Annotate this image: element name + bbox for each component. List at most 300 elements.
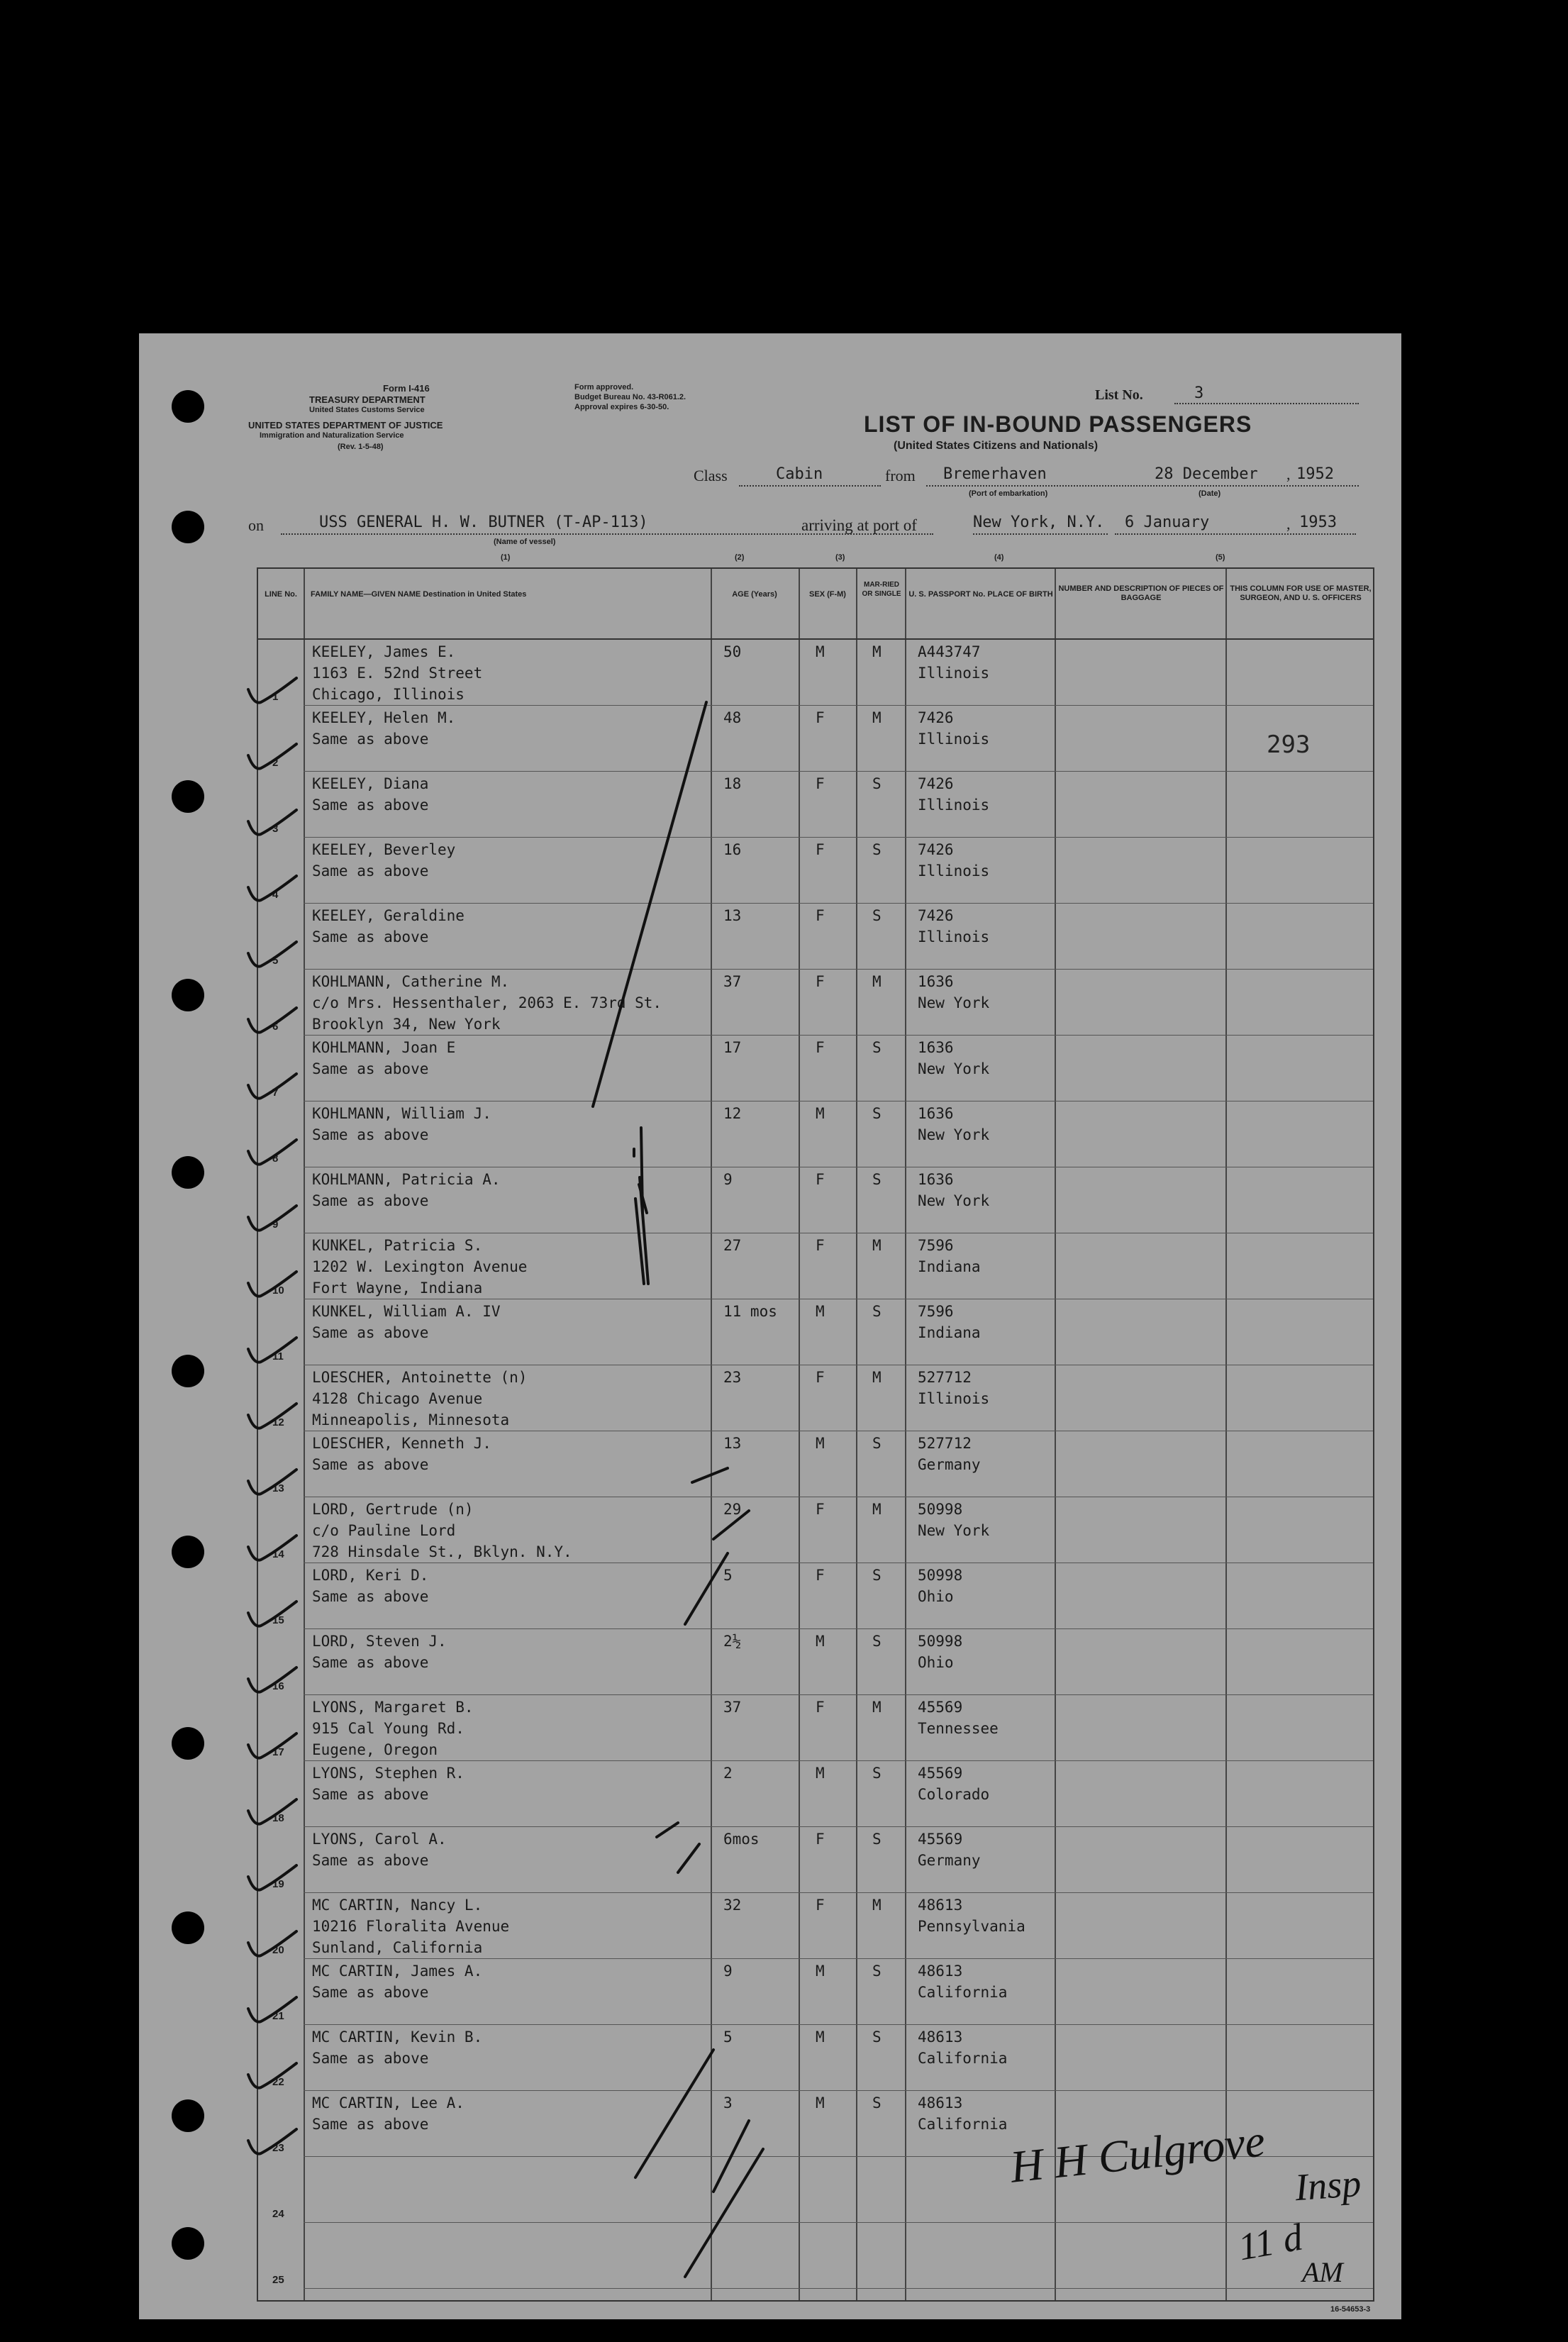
initials-sub: AM: [1302, 2256, 1343, 2288]
passenger-sex: F: [816, 709, 825, 726]
dept-justice: UNITED STATES DEPARTMENT OF JUSTICE: [248, 420, 443, 431]
place-of-birth: Illinois: [918, 797, 990, 814]
passport-number: 48613: [918, 1897, 963, 1914]
from-label: from: [885, 467, 916, 484]
passenger-age: 11 mos: [723, 1303, 777, 1320]
passenger-sex: M: [816, 2094, 825, 2111]
punch-hole: [172, 780, 204, 813]
dept-justice-sub: Immigration and Naturalization Service: [260, 431, 404, 440]
passport-number: 527712: [918, 1435, 972, 1452]
passport-number: 1636: [918, 1105, 954, 1122]
from-underline: [926, 485, 1160, 487]
line-number: 15: [272, 1614, 284, 1626]
passenger-name-line: Same as above: [312, 1126, 429, 1143]
passenger-name-line: KOHLMANN, Joan E: [312, 1039, 456, 1056]
passenger-marital: M: [872, 709, 882, 726]
budget-bureau: Budget Bureau No. 43-R061.2.: [574, 393, 686, 401]
place-of-birth: Illinois: [918, 731, 990, 748]
col-header-line: LINE No.: [265, 590, 297, 599]
table-row: [258, 772, 1373, 838]
passenger-name-line: MC CARTIN, Kevin B.: [312, 2029, 483, 2046]
dept-treasury: TREASURY DEPARTMENT: [309, 394, 426, 405]
embarkation-port: Bremerhaven: [943, 465, 1047, 483]
col-header-name: FAMILY NAME—GIVEN NAME Destination in United States: [311, 590, 527, 599]
passenger-sex: F: [816, 1567, 825, 1584]
passenger-name-line: LYONS, Carol A.: [312, 1831, 447, 1848]
table-row: [258, 1036, 1373, 1101]
passenger-sex: F: [816, 1831, 825, 1848]
passenger-marital: S: [872, 1105, 882, 1122]
class-underline: [739, 485, 881, 487]
table-row: [258, 1233, 1373, 1299]
passport-number: 7426: [918, 709, 954, 726]
check-mark-icon: [244, 1592, 301, 1634]
passenger-marital: M: [872, 1237, 882, 1254]
col-header-sex: SEX (F-M): [809, 590, 846, 599]
line-number: 8: [272, 1153, 279, 1165]
document-subtitle: (United States Citizens and Nationals): [894, 440, 1099, 452]
place-of-birth: California: [918, 2116, 1008, 2133]
passenger-name-line: KOHLMANN, William J.: [312, 1105, 491, 1122]
check-mark-icon: [244, 1394, 301, 1436]
passenger-age: 27: [723, 1237, 742, 1254]
table-row: [258, 706, 1373, 772]
col-header-passport: U. S. PASSPORT No. PLACE OF BIRTH: [908, 590, 1053, 599]
passport-number: 7596: [918, 1237, 954, 1254]
col-header-married: MAR-RIED OR SINGLE: [862, 581, 901, 598]
passenger-sex: M: [816, 1963, 825, 1980]
punch-hole: [172, 979, 204, 1011]
passenger-name-line: Eugene, Oregon: [312, 1741, 438, 1758]
line-number: 1: [272, 691, 279, 703]
manifest-page: [139, 333, 1401, 2319]
passenger-marital: S: [872, 1963, 882, 1980]
list-no-value: 3: [1194, 384, 1204, 402]
place-of-birth: Indiana: [918, 1324, 981, 1341]
date-caption: (Date): [1199, 489, 1221, 498]
table-row: [258, 1761, 1373, 1827]
passport-number: 7426: [918, 775, 954, 792]
passenger-age: 9: [723, 1171, 733, 1188]
passenger-age: 37: [723, 1699, 742, 1716]
line-number: 20: [272, 1944, 284, 1956]
line-number: 6: [272, 1021, 279, 1033]
passenger-marital: S: [872, 841, 882, 858]
place-of-birth: California: [918, 2050, 1008, 2067]
embark-comma: ,: [1286, 465, 1291, 483]
passenger-name-line: Same as above: [312, 2050, 429, 2067]
punch-hole: [172, 1727, 204, 1760]
passport-number: 45569: [918, 1765, 963, 1782]
passenger-sex: F: [816, 841, 825, 858]
passenger-name-line: Sunland, California: [312, 1939, 483, 1956]
passenger-age: 12: [723, 1105, 742, 1122]
passenger-marital: M: [872, 643, 882, 660]
passenger-name-line: LYONS, Stephen R.: [312, 1765, 465, 1782]
place-of-birth: New York: [918, 1192, 990, 1209]
line-number: 3: [272, 823, 279, 835]
punch-hole: [172, 1156, 204, 1189]
passenger-marital: S: [872, 1567, 882, 1584]
passenger-name-line: MC CARTIN, James A.: [312, 1963, 483, 1980]
passenger-age: 18: [723, 775, 742, 792]
place-of-birth: Pennsylvania: [918, 1918, 1025, 1935]
passenger-age: 50: [723, 643, 742, 660]
passenger-name-line: LYONS, Margaret B.: [312, 1699, 474, 1716]
passenger-sex: F: [816, 1897, 825, 1914]
passenger-sex: F: [816, 1171, 825, 1188]
line-number: 7: [272, 1087, 279, 1099]
table-row: [258, 970, 1373, 1036]
passenger-age: 37: [723, 973, 742, 990]
passenger-sex: F: [816, 775, 825, 792]
passenger-name-line: Same as above: [312, 1060, 429, 1077]
list-no-underline: [1174, 403, 1359, 404]
arrival-port-underline: [973, 533, 1108, 535]
arrival-year: 1953: [1299, 514, 1337, 531]
line-number: 19: [272, 1878, 284, 1890]
passenger-name-line: LORD, Gertrude (n): [312, 1501, 474, 1518]
passenger-name-line: Same as above: [312, 2116, 429, 2133]
passenger-age: 3: [723, 2094, 733, 2111]
passenger-sex: M: [816, 1765, 825, 1782]
passenger-sex: M: [816, 643, 825, 660]
passenger-marital: S: [872, 1303, 882, 1320]
passenger-sex: M: [816, 1105, 825, 1122]
passport-number: 45569: [918, 1831, 963, 1848]
passenger-age: 9: [723, 1963, 733, 1980]
passenger-name-line: KOHLMANN, Catherine M.: [312, 973, 510, 990]
list-no-label: List No.: [1095, 387, 1143, 403]
punch-hole: [172, 1355, 204, 1387]
place-of-birth: Illinois: [918, 1390, 990, 1407]
passenger-name-line: MC CARTIN, Lee A.: [312, 2094, 465, 2111]
row-divider: [304, 2288, 1373, 2289]
passenger-rows: [258, 640, 1373, 2300]
passenger-name-line: KEELEY, Helen M.: [312, 709, 456, 726]
table-row: [258, 2223, 1373, 2289]
place-of-birth: Colorado: [918, 1786, 990, 1803]
check-mark-icon: [244, 800, 301, 843]
table-row: [258, 1365, 1373, 1431]
inspector-signature: H H Culgrove: [1008, 2115, 1267, 2192]
signature-tail: Insp: [1294, 2161, 1362, 2209]
check-mark-icon: [244, 668, 301, 711]
passenger-name-line: c/o Mrs. Hessenthaler, 2063 E. 73rd St.: [312, 994, 662, 1011]
document-title: LIST OF IN-BOUND PASSENGERS: [864, 411, 1252, 437]
form-number: Form I-416: [383, 383, 430, 394]
passenger-marital: M: [872, 1501, 882, 1518]
revision: (Rev. 1-5-48): [338, 443, 384, 451]
place-of-birth: Illinois: [918, 928, 990, 945]
check-mark-icon: [244, 1328, 301, 1370]
passenger-name-line: 4128 Chicago Avenue: [312, 1390, 483, 1407]
passenger-name-line: Minneapolis, Minnesota: [312, 1411, 510, 1428]
check-mark-icon: [244, 1262, 301, 1304]
check-mark-icon: [244, 998, 301, 1040]
passport-number: 50998: [918, 1567, 963, 1584]
form-approved: Form approved.: [574, 383, 634, 392]
passenger-name-line: Same as above: [312, 1456, 429, 1473]
passenger-sex: F: [816, 1699, 825, 1716]
arrival-date: 6 January: [1125, 514, 1210, 531]
passenger-age: 48: [723, 709, 742, 726]
passenger-name-line: LORD, Keri D.: [312, 1567, 429, 1584]
passenger-marital: S: [872, 1435, 882, 1452]
passport-number: 45569: [918, 1699, 963, 1716]
table-row: [258, 1299, 1373, 1365]
passenger-name-line: LOESCHER, Antoinette (n): [312, 1369, 528, 1386]
col-header-officers: THIS COLUMN FOR USE OF MASTER, SURGEON, AND U. S. OFFICERS: [1230, 584, 1372, 602]
check-mark-icon: [244, 1460, 301, 1502]
passenger-name-line: Same as above: [312, 797, 429, 814]
table-row: [258, 1959, 1373, 2025]
passenger-age: 29: [723, 1501, 742, 1518]
passenger-age: 5: [723, 2029, 733, 2046]
passenger-age: 13: [723, 1435, 742, 1452]
table-row: [258, 1695, 1373, 1761]
passenger-name-line: 1202 W. Lexington Avenue: [312, 1258, 528, 1275]
passenger-age: 2: [723, 1765, 733, 1782]
check-mark-icon: [244, 1855, 301, 1898]
line-number: 24: [272, 2208, 284, 2220]
table-row: [258, 1563, 1373, 1629]
punch-hole: [172, 390, 204, 423]
punch-hole: [172, 511, 204, 543]
table-row: [258, 838, 1373, 904]
line-number: 10: [272, 1284, 284, 1297]
passenger-name-line: Same as above: [312, 1324, 429, 1341]
passenger-name-line: MC CARTIN, Nancy L.: [312, 1897, 483, 1914]
arrival-comma: ,: [1286, 515, 1291, 533]
passenger-name-line: Same as above: [312, 1192, 429, 1209]
check-mark-icon: [244, 1987, 301, 2030]
check-mark-icon: [244, 2119, 301, 2162]
table-row: [258, 1497, 1373, 1563]
passenger-age: 6mos: [723, 1831, 760, 1848]
table-row: [258, 1629, 1373, 1695]
passenger-age: 23: [723, 1369, 742, 1386]
check-mark-icon: [244, 866, 301, 909]
line-number: 12: [272, 1416, 284, 1428]
vessel-caption: (Name of vessel): [494, 538, 556, 546]
line-number: 22: [272, 2076, 284, 2088]
line-number: 4: [272, 889, 279, 901]
place-of-birth: Germany: [918, 1456, 981, 1473]
passport-number: A443747: [918, 643, 981, 660]
dept-treasury-sub: United States Customs Service: [309, 406, 425, 414]
passenger-sex: M: [816, 1303, 825, 1320]
passenger-sex: F: [816, 1369, 825, 1386]
check-mark-icon: [244, 1921, 301, 1964]
line-number: 23: [272, 2142, 284, 2154]
punch-hole: [172, 1536, 204, 1568]
passenger-name-line: LOESCHER, Kenneth J.: [312, 1435, 491, 1452]
passenger-marital: S: [872, 1831, 882, 1848]
table-row: [258, 2025, 1373, 2091]
punch-hole: [172, 2227, 204, 2260]
passenger-name-line: Same as above: [312, 1654, 429, 1671]
passenger-age: 16: [723, 841, 742, 858]
passport-number: 527712: [918, 1369, 972, 1386]
line-number: 16: [272, 1680, 284, 1692]
passenger-name-line: 915 Cal Young Rd.: [312, 1720, 465, 1737]
arrival-date-underline: [1115, 533, 1356, 535]
passport-number: 7426: [918, 841, 954, 858]
passenger-name-line: 10216 Floralita Avenue: [312, 1918, 510, 1935]
arriving-label: arriving at port of: [801, 516, 917, 534]
passenger-name-line: 1163 E. 52nd Street: [312, 665, 483, 682]
marker-2: (2): [735, 553, 745, 562]
passenger-name-line: 728 Hinsdale St., Bklyn. N.Y.: [312, 1543, 572, 1560]
table-row: [258, 1827, 1373, 1893]
place-of-birth: Illinois: [918, 862, 990, 879]
on-label: on: [248, 516, 264, 534]
table-row: [258, 640, 1373, 706]
marker-5: (5): [1216, 553, 1225, 562]
passenger-name-line: Same as above: [312, 1984, 429, 2001]
passenger-age: 17: [723, 1039, 742, 1056]
passenger-age: 5: [723, 1567, 733, 1584]
passenger-marital: S: [872, 2029, 882, 2046]
passenger-marital: M: [872, 1699, 882, 1716]
line-number: 2: [272, 757, 279, 769]
check-mark-icon: [244, 1789, 301, 1832]
place-of-birth: New York: [918, 994, 990, 1011]
passenger-age: 2½: [723, 1633, 742, 1650]
class-label: Class: [694, 467, 728, 484]
passenger-name-line: KEELEY, Diana: [312, 775, 429, 792]
marker-3: (3): [835, 553, 845, 562]
passenger-sex: F: [816, 1039, 825, 1056]
passenger-name-line: Same as above: [312, 731, 429, 748]
punch-hole: [172, 1911, 204, 1944]
place-of-birth: California: [918, 1984, 1008, 2001]
passenger-name-line: Same as above: [312, 928, 429, 945]
table-row: [258, 1893, 1373, 1959]
passenger-name-line: KOHLMANN, Patricia A.: [312, 1171, 501, 1188]
line-number: 21: [272, 2010, 284, 2022]
passenger-sex: M: [816, 2029, 825, 2046]
passport-number: 1636: [918, 973, 954, 990]
vessel-name: USS GENERAL H. W. BUTNER (T-AP-113): [319, 514, 648, 531]
stamp-number: 293: [1267, 731, 1311, 759]
passenger-age: 32: [723, 1897, 742, 1914]
passenger-name-line: c/o Pauline Lord: [312, 1522, 456, 1539]
line-number: 17: [272, 1746, 284, 1758]
place-of-birth: New York: [918, 1522, 990, 1539]
passenger-name-line: Same as above: [312, 1852, 429, 1869]
place-of-birth: Indiana: [918, 1258, 981, 1275]
place-of-birth: New York: [918, 1126, 990, 1143]
place-of-birth: New York: [918, 1060, 990, 1077]
check-mark-icon: [244, 1130, 301, 1172]
passport-number: 7426: [918, 907, 954, 924]
passport-number: 50998: [918, 1501, 963, 1518]
check-mark-icon: [244, 1526, 301, 1568]
passenger-marital: S: [872, 1633, 882, 1650]
passenger-marital: S: [872, 1765, 882, 1782]
line-number: 14: [272, 1548, 284, 1560]
passenger-marital: M: [872, 1369, 882, 1386]
check-mark-icon: [244, 1724, 301, 1766]
passenger-name-line: Brooklyn 34, New York: [312, 1016, 501, 1033]
passport-number: 1636: [918, 1039, 954, 1056]
passenger-sex: F: [816, 907, 825, 924]
passenger-name-line: KEELEY, James E.: [312, 643, 456, 660]
passenger-marital: S: [872, 775, 882, 792]
line-number: 13: [272, 1482, 284, 1494]
passport-number: 48613: [918, 2094, 963, 2111]
passenger-marital: S: [872, 907, 882, 924]
table-row: [258, 1431, 1373, 1497]
check-mark-icon: [244, 734, 301, 777]
passport-number: 50998: [918, 1633, 963, 1650]
passenger-name-line: Same as above: [312, 862, 429, 879]
check-mark-icon: [244, 1064, 301, 1106]
date-underline: [1153, 485, 1359, 487]
passenger-sex: F: [816, 973, 825, 990]
passenger-name-line: KEELEY, Geraldine: [312, 907, 465, 924]
passenger-name-line: KUNKEL, Patricia S.: [312, 1237, 483, 1254]
marker-1: (1): [501, 553, 511, 562]
passport-number: 48613: [918, 1963, 963, 1980]
class-value: Cabin: [776, 465, 823, 483]
passenger-marital: S: [872, 2094, 882, 2111]
passenger-sex: M: [816, 1435, 825, 1452]
check-mark-icon: [244, 932, 301, 975]
passenger-name-line: KUNKEL, William A. IV: [312, 1303, 501, 1320]
passport-number: 48613: [918, 2029, 963, 2046]
port-caption: (Port of embarkation): [969, 489, 1048, 498]
check-mark-icon: [244, 1658, 301, 1700]
inspector-initials: 11 d: [1235, 2215, 1306, 2269]
col-header-baggage: NUMBER AND DESCRIPTION OF PIECES OF BAGGAGE: [1058, 584, 1224, 602]
passenger-age: 13: [723, 907, 742, 924]
table-row: [258, 904, 1373, 970]
passenger-sex: F: [816, 1237, 825, 1254]
place-of-birth: Ohio: [918, 1588, 954, 1605]
line-number: 9: [272, 1219, 279, 1231]
passport-number: 7596: [918, 1303, 954, 1320]
passenger-sex: F: [816, 1501, 825, 1518]
place-of-birth: Tennessee: [918, 1720, 999, 1737]
passenger-name-line: Same as above: [312, 1588, 429, 1605]
passenger-marital: S: [872, 1039, 882, 1056]
passenger-name-line: Fort Wayne, Indiana: [312, 1280, 483, 1297]
place-of-birth: Germany: [918, 1852, 981, 1869]
punch-hole: [172, 2099, 204, 2132]
check-mark-icon: [244, 2053, 301, 2096]
passenger-name-line: LORD, Steven J.: [312, 1633, 447, 1650]
passenger-name-line: Same as above: [312, 1786, 429, 1803]
place-of-birth: Illinois: [918, 665, 990, 682]
table-row: [258, 1101, 1373, 1167]
approval-expires: Approval expires 6-30-50.: [574, 403, 669, 411]
passenger-sex: M: [816, 1633, 825, 1650]
line-number: 5: [272, 955, 279, 967]
passenger-marital: M: [872, 973, 882, 990]
line-number: 18: [272, 1812, 284, 1824]
marker-4: (4): [994, 553, 1004, 562]
passenger-table: [257, 567, 1374, 2302]
check-mark-icon: [244, 1196, 301, 1238]
embarkation-date: 28 December: [1155, 465, 1258, 483]
line-number: 11: [272, 1350, 284, 1363]
place-of-birth: Ohio: [918, 1654, 954, 1671]
table-row: [258, 1167, 1373, 1233]
passport-number: 1636: [918, 1171, 954, 1188]
